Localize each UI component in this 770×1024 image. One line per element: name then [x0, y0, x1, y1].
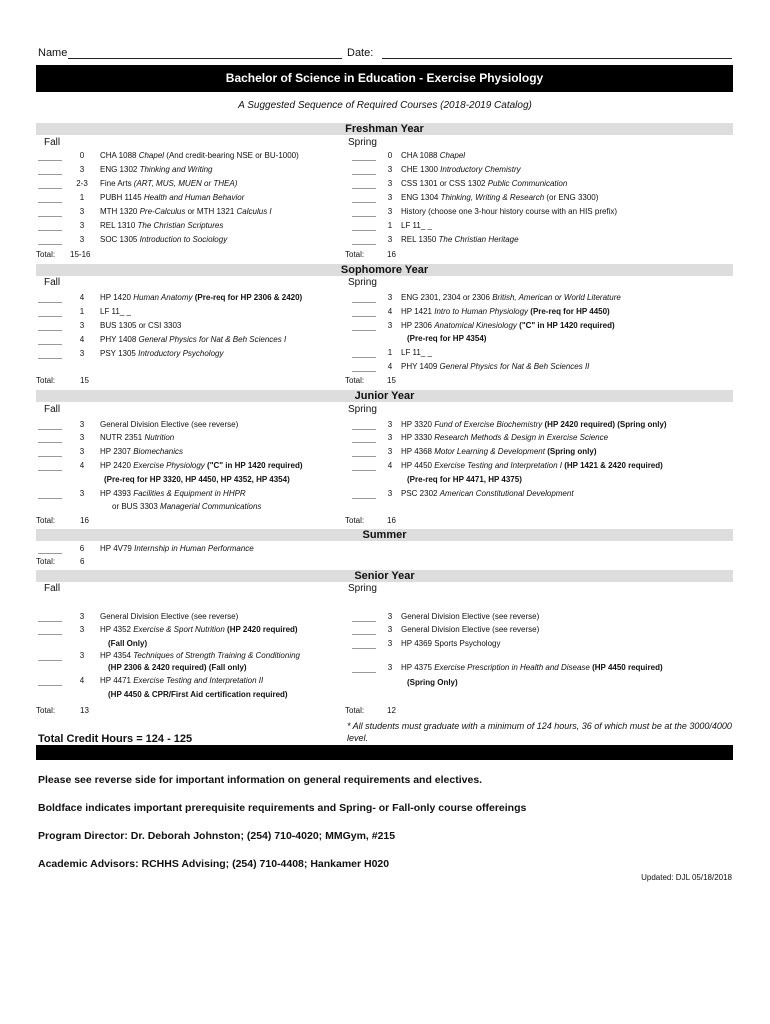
course-it: Exercise Testing and Interpretation I [434, 461, 562, 470]
course-hours: 3 [79, 625, 85, 634]
hours-blank[interactable] [352, 230, 376, 231]
course-pre: PSY 1305 [100, 349, 139, 358]
course-pre: ENG 2301, 2304 or 2306 [401, 293, 493, 302]
course-post: or MTH 1321 [185, 207, 237, 216]
course-it: Biomechanics [133, 447, 184, 456]
name-label: Name [38, 47, 68, 59]
course-hours: 4 [387, 362, 393, 371]
hours-blank[interactable] [38, 174, 62, 175]
course-b: (HP 2420 required) (Spring only) [544, 420, 667, 429]
hours-blank[interactable] [352, 429, 376, 430]
course-hours: 3 [79, 165, 85, 174]
hours-blank[interactable] [38, 621, 62, 622]
course-it: Human Anatomy [133, 293, 193, 302]
updated-note: Updated: DJL 05/18/2018 [641, 873, 732, 882]
course-entry [401, 179, 567, 188]
course-hours: 3 [387, 207, 393, 216]
course-it: British, American or World Literature [492, 293, 621, 302]
course-hours: 3 [387, 489, 393, 498]
hours-blank[interactable] [352, 174, 376, 175]
senior-spring-total-label: Total: [345, 706, 365, 715]
course-it: Chapel [138, 151, 165, 160]
course-it: General Physics for Nat & Beh Sciences II [439, 362, 590, 371]
course-hours: 3 [387, 420, 393, 429]
course-hours: 3 [387, 625, 393, 634]
course-it: Internship in Human Performance [134, 544, 254, 553]
course-b: ("C" in HP 1420 required) [207, 461, 303, 470]
course-it: Introduction to Sociology [139, 235, 228, 244]
sophomore-fall-total-label: Total: [36, 376, 56, 385]
course-hours: 3 [79, 349, 85, 358]
course-pre: PHY 1409 [401, 362, 440, 371]
course-b: (Pre-req for HP 4354) [407, 334, 487, 343]
course-it: The Christian Heritage [438, 235, 519, 244]
course-entry [401, 321, 615, 330]
course-entry [401, 207, 617, 216]
course-hours: 1 [79, 193, 85, 202]
course-hours: 4 [79, 293, 85, 302]
graduation-note: * All students must graduate with a minimum of 124 hours, 36 of which must be at the 3000/4000 level. [347, 721, 732, 743]
hours-blank[interactable] [352, 456, 376, 457]
course-b: (Pre-req for HP 4471, HP 4375) [407, 475, 522, 484]
hours-blank[interactable] [38, 230, 62, 231]
hours-blank[interactable] [38, 442, 62, 443]
senior-fall-label: Fall [44, 583, 61, 594]
name-field-line[interactable] [68, 58, 342, 59]
hours-blank[interactable] [352, 244, 376, 245]
course-pre: CHE 1300 [401, 165, 441, 174]
course-entry [401, 235, 519, 244]
course-entry [401, 293, 621, 302]
course-hours: 4 [387, 461, 393, 470]
course-hours: 4 [79, 676, 85, 685]
course-entry [100, 447, 183, 456]
hours-blank[interactable] [352, 648, 376, 649]
hours-blank[interactable] [352, 160, 376, 161]
hours-blank[interactable] [38, 160, 62, 161]
course-entry [100, 179, 237, 188]
course-hours: 0 [79, 151, 85, 160]
course-pre: NUTR 2351 [100, 433, 145, 442]
course-entry [100, 544, 254, 553]
date-label: Date: [347, 47, 374, 59]
course-hours: 3 [79, 420, 85, 429]
course-pre: General Division Elective (see reverse) [100, 420, 239, 429]
course-pre: ENG 1304 [401, 193, 441, 202]
course-pre: General Division Elective (see reverse) [401, 625, 540, 634]
hours-blank[interactable] [38, 202, 62, 203]
hours-blank[interactable] [352, 442, 376, 443]
freshman-spring-label: Spring [348, 137, 377, 148]
course-it: Introductory Chemistry [440, 165, 521, 174]
course-pre: HP 4471 [100, 676, 134, 685]
course-pre: MTH 1320 [100, 207, 140, 216]
junior-fall-total: 16 [80, 516, 89, 525]
hours-blank[interactable] [352, 470, 376, 471]
course-it: Techniques of Strength Training & Conditioning [133, 651, 300, 660]
course-entry [401, 307, 610, 316]
freshman-spring-total-label: Total: [345, 250, 365, 259]
hours-blank[interactable] [352, 202, 376, 203]
course-entry [100, 461, 303, 470]
course-pre: CSS 1301 or CSS 1302 [401, 179, 488, 188]
course-hours: 3 [79, 321, 85, 330]
freshman-year-header: Freshman Year [36, 123, 733, 135]
course-entry [401, 221, 432, 230]
course-it: American Constitutional Development [439, 489, 574, 498]
course-pre: HP 4354 [100, 651, 134, 660]
course-pre: HP 4450 [401, 461, 435, 470]
course-entry [401, 489, 574, 498]
course-pre: HP 3320 [401, 420, 435, 429]
course-pre: PUBH 1145 [100, 193, 144, 202]
summer-header: Summer [36, 529, 733, 541]
hours-blank[interactable] [352, 672, 376, 673]
course-hours: 1 [79, 307, 85, 316]
course-entry [407, 678, 458, 687]
hours-blank[interactable] [38, 358, 62, 359]
course-it: Anatomical Kinesiology [434, 321, 517, 330]
course-it: Research Methods & Design in Exercise Science [434, 433, 609, 442]
course-hours: 3 [79, 612, 85, 621]
course-it: Exercise Physiology [133, 461, 205, 470]
course-hours: 3 [79, 489, 85, 498]
hours-blank[interactable] [38, 244, 62, 245]
course-entry [100, 420, 238, 429]
course-entry [401, 348, 432, 357]
course-hours: 1 [387, 348, 393, 357]
senior-spring-label: Spring [348, 583, 377, 594]
course-entry [100, 349, 223, 358]
course-entry [100, 433, 174, 442]
course-entry [100, 151, 299, 160]
course-hours: 3 [387, 639, 393, 648]
title-bar [36, 65, 733, 92]
course-entry [100, 625, 298, 634]
hours-blank[interactable] [38, 188, 62, 189]
course-pre: HP 4369 Sports Psychology [401, 639, 501, 648]
course-pre: BUS 1305 or CSI 3303 [100, 321, 182, 330]
course-hours: 3 [387, 433, 393, 442]
junior-fall-total-label: Total: [36, 516, 56, 525]
course-entry [407, 475, 522, 484]
hours-blank[interactable] [38, 634, 62, 635]
course-b: (Pre-req for HP 2306 & 2420) [194, 293, 303, 302]
course-b: (HP 2420 required) [227, 625, 298, 634]
junior-spring-total: 16 [387, 516, 396, 525]
course-entry [100, 612, 238, 621]
hours-blank[interactable] [352, 621, 376, 622]
program-director: Program Director: Dr. Deborah Johnston; (254) 710-4020; MMGym, #215 [38, 830, 396, 842]
course-entry [100, 221, 223, 230]
footer-line-2: Boldface indicates important prerequisite requirements and Spring- or Fall-only course offereings [38, 802, 527, 814]
course-pre: HP 4352 [100, 625, 134, 634]
course-hours: 3 [79, 207, 85, 216]
course-entry [100, 651, 300, 660]
course-pre: HP 2306 [401, 321, 435, 330]
course-entry [100, 335, 286, 344]
academic-advisors: Academic Advisors: RCHHS Advising; (254) 710-4408; Hankamer H020 [38, 858, 390, 870]
hours-blank[interactable] [38, 344, 62, 345]
course-entry [401, 362, 589, 371]
course-hours: 3 [387, 293, 393, 302]
course-entry [108, 639, 147, 648]
hours-blank[interactable] [38, 302, 62, 303]
course-pre: General Division Elective (see reverse) [100, 612, 239, 621]
hours-blank[interactable] [352, 316, 376, 317]
course-pre: HP 4368 [401, 447, 435, 456]
junior-year-header: Junior Year [36, 390, 733, 402]
course-b: (HP 2306 & 2420 required) (Fall only) [108, 663, 247, 672]
course-hours: 3 [387, 179, 393, 188]
course-entry [401, 461, 663, 470]
course-entry [401, 663, 663, 672]
course-pre: HP 2420 [100, 461, 134, 470]
sophomore-spring-label: Spring [348, 277, 377, 288]
senior-year-header: Senior Year [36, 570, 733, 582]
course-pre: REL 1350 [401, 235, 439, 244]
sophomore-fall-total: 15 [80, 376, 89, 385]
freshman-fall-total: 15-16 [70, 250, 91, 259]
senior-spring-total: 12 [387, 706, 396, 715]
junior-spring-total-label: Total: [345, 516, 365, 525]
course-it: Facilities & Equipment in HHPR [133, 489, 246, 498]
hours-blank[interactable] [38, 498, 62, 499]
junior-spring-label: Spring [348, 404, 377, 415]
course-entry [100, 307, 131, 316]
course-b: (Fall Only) [108, 639, 148, 648]
course-b: (Pre-req for HP 3320, HP 4450, HP 4352, HP 4354) [104, 475, 290, 484]
freshman-spring-total: 16 [387, 250, 396, 259]
course-pre: LF 11_ _ [100, 307, 131, 316]
hours-blank[interactable] [352, 498, 376, 499]
course-it: General Physics for Nat & Beh Sciences I [138, 335, 287, 344]
course-entry [100, 293, 302, 302]
course-post: (or ENG 3300) [544, 193, 599, 202]
course-it: Intro to Human Physiology [434, 307, 529, 316]
hours-blank[interactable] [352, 216, 376, 217]
hours-blank[interactable] [352, 330, 376, 331]
course-entry [401, 433, 608, 442]
course-entry [401, 639, 500, 648]
course-it: Managerial Communications [160, 502, 262, 511]
summer-total-label: Total: [36, 557, 56, 566]
course-pre: HP 1420 [100, 293, 134, 302]
footer-line-1: Please see reverse side for important information on general requirements and electives. [38, 774, 483, 786]
page-title: Bachelor of Science in Education - Exercise Physiology [225, 71, 544, 85]
course-pre: HP 4375 [401, 663, 435, 672]
course-entry [401, 420, 667, 429]
course-it: Thinking, Writing & Research [440, 193, 545, 202]
course-hours: 4 [79, 335, 85, 344]
course-it: Introductory Psychology [138, 349, 224, 358]
course-it: Chapel [439, 151, 466, 160]
course-hours: 3 [79, 447, 85, 456]
course-entry [407, 334, 486, 343]
course-entry [108, 690, 288, 699]
course-hours: 3 [387, 663, 393, 672]
course-hours: 3 [387, 321, 393, 330]
course-hours: 4 [387, 307, 393, 316]
date-field-line[interactable] [382, 58, 732, 59]
footer-bar [36, 745, 733, 760]
course-b: ("C" in HP 1420 required) [519, 321, 615, 330]
course-it: Pre-Calculus [139, 207, 186, 216]
course-hours: 4 [79, 461, 85, 470]
course-pre: ENG 1302 [100, 165, 140, 174]
course-it: Health and Human Behavior [143, 193, 245, 202]
freshman-fall-label: Fall [44, 137, 61, 148]
course-pre: PHY 1408 [100, 335, 139, 344]
course-pre: HP 4393 [100, 489, 134, 498]
course-it: Thinking and Writing [139, 165, 213, 174]
course-pre: HP 3330 [401, 433, 435, 442]
senior-fall-total: 13 [80, 706, 89, 715]
course-it: Nutrition [144, 433, 175, 442]
course-pre: History (choose one 3-hour history course with an HIS prefix) [401, 207, 618, 216]
sophomore-fall-label: Fall [44, 277, 61, 288]
course-it: The Christian Scriptures [137, 221, 224, 230]
course-entry [100, 165, 213, 174]
course-pre: PSC 2302 [401, 489, 440, 498]
course-hours: 3 [387, 235, 393, 244]
hours-blank[interactable] [352, 357, 376, 358]
course-hours: 3 [79, 433, 85, 442]
senior-fall-total-label: Total: [36, 706, 56, 715]
hours-blank[interactable] [38, 470, 62, 471]
hours-blank[interactable] [352, 302, 376, 303]
course-hours: 3 [79, 221, 85, 230]
course-hours: 3 [387, 447, 393, 456]
course-entry [108, 663, 247, 672]
sophomore-spring-total: 15 [387, 376, 396, 385]
course-entry [100, 235, 227, 244]
course-pre: General Division Elective (see reverse) [401, 612, 540, 621]
course-entry [401, 625, 539, 634]
summer-total: 6 [80, 557, 85, 566]
course-hours: 6 [79, 544, 85, 553]
course-b: (Pre-req for HP 4450) [530, 307, 610, 316]
course-b: (HP 1421 & 2420 required) [564, 461, 663, 470]
course-it: Exercise Prescription in Health and Disease [434, 663, 590, 672]
total-credit-hours: Total Credit Hours = 124 - 125 [38, 733, 193, 745]
course-pre: or BUS 3303 [112, 502, 161, 511]
course-entry [100, 193, 244, 202]
course-b: (Spring only) [547, 447, 597, 456]
hours-blank[interactable] [38, 553, 62, 554]
hours-blank[interactable] [352, 634, 376, 635]
course-pre: CHA 1088 [100, 151, 139, 160]
course-pre: REL 1310 [100, 221, 138, 230]
course-entry [100, 321, 181, 330]
course-post: (And credit-bearing NSE or BU-1000) [164, 151, 299, 160]
sophomore-year-header: Sophomore Year [36, 264, 733, 276]
hours-blank[interactable] [38, 216, 62, 217]
course-pre: HP 2307 [100, 447, 134, 456]
course-pre: SOC 1305 [100, 235, 140, 244]
course-entry [401, 165, 521, 174]
course-it: Public Communication [487, 179, 568, 188]
course-pre: CHA 1088 [401, 151, 440, 160]
page-subtitle: A Suggested Sequence of Required Courses (2018-2019 Catalog) [238, 100, 532, 111]
course-it: Motor Learning & Development [434, 447, 545, 456]
freshman-fall-total-label: Total: [36, 250, 56, 259]
course-entry [112, 502, 261, 511]
course-it: Fund of Exercise Biochemistry [434, 420, 543, 429]
course-hours: 0 [387, 151, 393, 160]
course-entry [100, 207, 272, 216]
course-hours: 2-3 [76, 179, 88, 188]
course-hours: 3 [387, 193, 393, 202]
course-it2: Calculus I [236, 207, 272, 216]
hours-blank[interactable] [38, 685, 62, 686]
hours-blank[interactable] [38, 330, 62, 331]
course-entry [104, 475, 290, 484]
hours-blank[interactable] [38, 660, 62, 661]
course-hours: 3 [387, 165, 393, 174]
course-pre: HP 1421 [401, 307, 435, 316]
junior-fall-label: Fall [44, 404, 61, 415]
course-hours: 1 [387, 221, 393, 230]
course-it: Exercise & Sport Nutrition [133, 625, 225, 634]
hours-blank[interactable] [38, 316, 62, 317]
course-entry [401, 447, 597, 456]
hours-blank[interactable] [38, 429, 62, 430]
course-pre: LF 11_ _ [401, 221, 432, 230]
hours-blank[interactable] [352, 371, 376, 372]
course-hours: 3 [387, 612, 393, 621]
course-pre: LF 11_ _ [401, 348, 432, 357]
course-it: Exercise Testing and Interpretation II [133, 676, 264, 685]
course-b: (HP 4450 & CPR/First Aid certification required) [108, 690, 288, 699]
course-it: (ART, MUS, MUEN or THEA) [133, 179, 238, 188]
hours-blank[interactable] [38, 456, 62, 457]
course-entry [401, 151, 465, 160]
hours-blank[interactable] [352, 188, 376, 189]
course-entry [401, 193, 598, 202]
course-entry [401, 612, 539, 621]
course-b: (Spring Only) [407, 678, 458, 687]
sophomore-spring-total-label: Total: [345, 376, 365, 385]
course-pre: Fine Arts [100, 179, 134, 188]
course-hours: 3 [79, 235, 85, 244]
course-b: (HP 4450 required) [592, 663, 663, 672]
course-entry [100, 676, 263, 685]
course-entry [100, 489, 246, 498]
course-pre: HP 4V79 [100, 544, 135, 553]
course-hours: 3 [79, 651, 85, 660]
